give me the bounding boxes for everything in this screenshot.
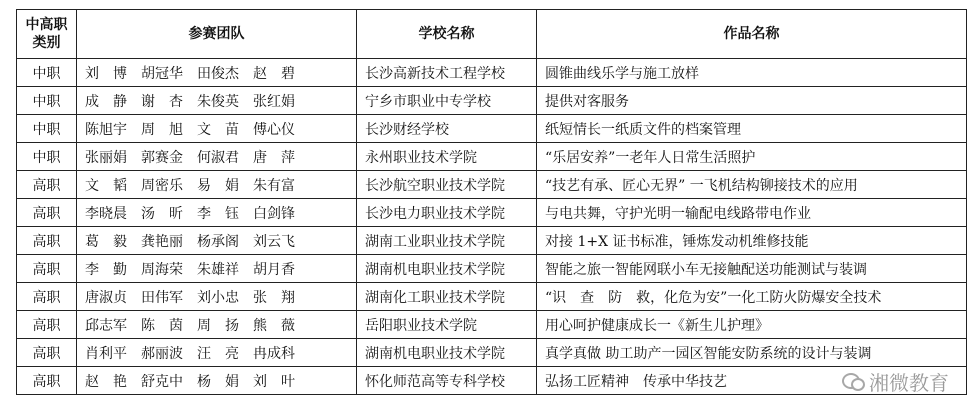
- cell-work: 对接 1+X 证书标准，锤炼发动机维修技能: [537, 227, 967, 255]
- header-school: 学校名称: [357, 10, 537, 59]
- cell-work: 与电共舞，守护光明一输配电线路带电作业: [537, 199, 967, 227]
- cell-work: 提供对客服务: [537, 87, 967, 115]
- table-row: [17, 283, 967, 311]
- cell-work: 智能之旅一智能网联小车无接触配送功能测试与装调: [537, 255, 967, 283]
- cell-level: 高职: [17, 255, 77, 283]
- cell-school: 湖南工业职业技术学院: [357, 227, 537, 255]
- cell-level: 中职: [17, 59, 77, 87]
- cell-school: 长沙高新技术工程学校: [357, 59, 537, 87]
- cell-team: 肖利平 郝丽波 汪 亮 冉成科: [77, 339, 357, 367]
- cell-school: 湖南机电职业技术学院: [357, 255, 537, 283]
- watermark: [842, 367, 949, 396]
- cell-team: 刘 博 胡冠华 田俊杰 赵 碧: [77, 59, 357, 87]
- cell-work: 纸短情长一纸质文件的档案管理: [537, 115, 967, 143]
- header-work: 作品名称: [537, 10, 967, 59]
- cell-school: 湖南化工职业技术学院: [357, 283, 537, 311]
- cell-level: 中职: [17, 143, 77, 171]
- table-row: [17, 311, 967, 339]
- cell-team: 邱志军 陈 茵 周 扬 熊 薇: [77, 311, 357, 339]
- cell-school: 永州职业技术学院: [357, 143, 537, 171]
- table-row: [17, 227, 967, 255]
- table-row: [17, 59, 967, 87]
- header-level: 中高职 类别: [17, 10, 77, 59]
- cell-work: 真学真做 助工助产一园区智能安防系统的设计与装调: [537, 339, 967, 367]
- table-row: [17, 255, 967, 283]
- cell-level: 高职: [17, 311, 77, 339]
- cell-level: 中职: [17, 87, 77, 115]
- cell-team: 李 勤 周海荣 朱雄祥 胡月香: [77, 255, 357, 283]
- cell-level: 高职: [17, 227, 77, 255]
- cell-team: 张丽娟 郭赛金 何淑君 唐 萍: [77, 143, 357, 171]
- awards-table: [16, 9, 967, 395]
- table-row: [17, 87, 967, 115]
- cell-school: 湖南机电职业技术学院: [357, 339, 537, 367]
- cell-level: 高职: [17, 339, 77, 367]
- cell-work: “技艺有承、匠心无界” 一飞机结构铆接技术的应用: [537, 171, 967, 199]
- table-row: [17, 199, 967, 227]
- header-team: 参赛团队: [77, 10, 357, 59]
- cell-school: 怀化师范高等专科学校: [357, 367, 537, 395]
- cell-school: 长沙财经学校: [357, 115, 537, 143]
- cell-team: 成 静 谢 杏 朱俊英 张红娟: [77, 87, 357, 115]
- cell-team: 陈旭宇 周 旭 文 苗 傅心仪: [77, 115, 357, 143]
- cell-team: 葛 毅 龚艳丽 杨承阁 刘云飞: [77, 227, 357, 255]
- cell-school: 长沙电力职业技术学院: [357, 199, 537, 227]
- cell-school: 长沙航空职业技术学院: [357, 171, 537, 199]
- cell-level: 高职: [17, 283, 77, 311]
- watermark-text: 湘微教育: [869, 371, 949, 395]
- table-row: [17, 171, 967, 199]
- table-row: [17, 115, 967, 143]
- cell-level: 高职: [17, 171, 77, 199]
- cell-work: “识 查 防 救，化危为安”一化工防火防爆安全技术: [537, 283, 967, 311]
- cell-work: 圆锥曲线乐学与施工放样: [537, 59, 967, 87]
- header-row: [17, 10, 967, 59]
- table-row: [17, 143, 967, 171]
- cell-team: 唐淑贞 田伟军 刘小忠 张 翔: [77, 283, 357, 311]
- cell-school: 岳阳职业技术学院: [357, 311, 537, 339]
- cell-team: 文 韬 周密乐 易 娟 朱有富: [77, 171, 357, 199]
- cell-team: 李晓晨 汤 昕 李 钰 白剑锋: [77, 199, 357, 227]
- cell-team: 赵 艳 舒克中 杨 娟 刘 叶: [77, 367, 357, 395]
- cell-level: 高职: [17, 367, 77, 395]
- cell-work: “乐居安养”一老年人日常生活照护: [537, 143, 967, 171]
- cell-level: 高职: [17, 199, 77, 227]
- cell-school: 宁乡市职业中专学校: [357, 87, 537, 115]
- table-row: [17, 339, 967, 367]
- cell-work: 弘扬工匠精神 传承中华技艺: [537, 367, 967, 395]
- table-row: [17, 367, 967, 395]
- wechat-icon: [842, 373, 864, 391]
- cell-level: 中职: [17, 115, 77, 143]
- cell-work: 用心呵护健康成长一《新生儿护理》: [537, 311, 967, 339]
